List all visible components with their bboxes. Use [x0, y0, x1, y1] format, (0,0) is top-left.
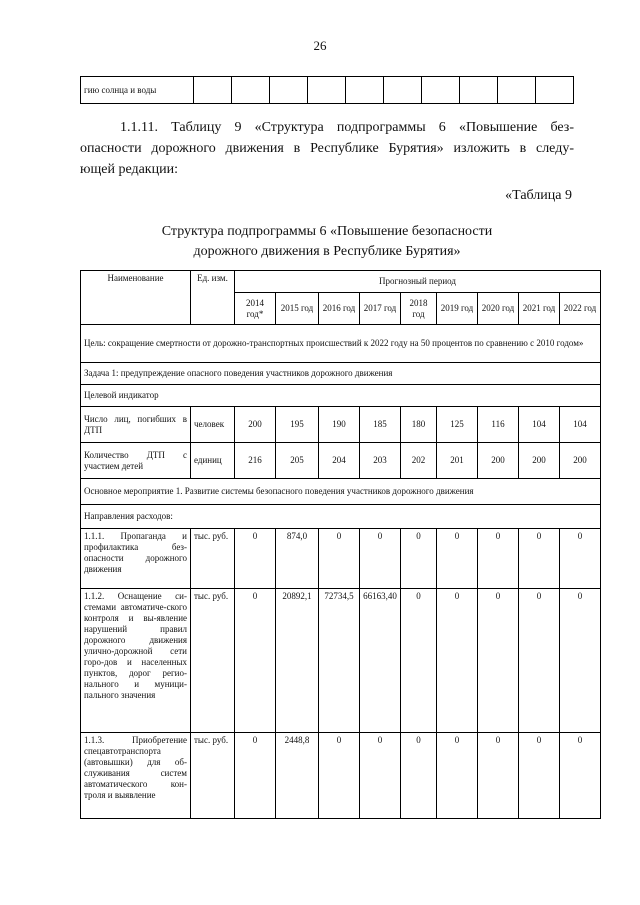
row-value: 874,0: [276, 529, 319, 589]
row-value: 0: [360, 733, 401, 819]
continuation-empty-cell: [384, 77, 422, 104]
row-value: 202: [401, 443, 437, 479]
row-unit: единиц: [191, 443, 235, 479]
row-value: 204: [319, 443, 360, 479]
row-value: 72734,5: [319, 589, 360, 733]
row-value: 0: [360, 529, 401, 589]
row-value: 0: [235, 733, 276, 819]
header-year: 2016 год: [319, 293, 360, 325]
row-value: 200: [235, 407, 276, 443]
amendment-paragraph: [80, 117, 574, 180]
row-value: 0: [478, 733, 519, 819]
header-year: 2017 год: [360, 293, 401, 325]
row-value: 66163,40: [360, 589, 401, 733]
row-value: 180: [401, 407, 437, 443]
continuation-first-cell: гию солнца и воды: [81, 77, 194, 104]
row-value: 0: [235, 589, 276, 733]
row-value: 195: [276, 407, 319, 443]
row-value: 190: [319, 407, 360, 443]
row-value: 20892,1: [276, 589, 319, 733]
continuation-empty-cell: [498, 77, 536, 104]
table-row: [81, 589, 601, 733]
row-value: 200: [560, 443, 601, 479]
row-unit: тыс. руб.: [191, 529, 235, 589]
task-cell-row: [81, 363, 601, 385]
header-year: 2020 год: [478, 293, 519, 325]
row-value: 200: [519, 443, 560, 479]
row-value: 116: [478, 407, 519, 443]
continuation-empty-cell: [346, 77, 384, 104]
header-year: 2019 год: [437, 293, 478, 325]
continuation-empty-cell: [232, 77, 270, 104]
table-row: [81, 443, 601, 479]
row-value: 0: [437, 529, 478, 589]
row-unit: тыс. руб.: [191, 733, 235, 819]
paragraph-line: 1.1.11. Таблицу 9 «Структура подпрограммы 6 «Повышение без-: [120, 120, 574, 135]
table-reference: «Таблица 9: [505, 188, 572, 203]
row-value: 0: [519, 733, 560, 819]
header-year: 2022 год: [560, 293, 601, 325]
expenses-label-cell: Направления расходов:: [81, 505, 601, 529]
table-title: [80, 222, 574, 262]
goal-cell-row: [81, 325, 601, 363]
paragraph-line: ющей редакции:: [80, 162, 178, 177]
continuation-empty-cell: [194, 77, 232, 104]
row-name: 1.1.3. Приобретение спецавтотранспорта (автовышки) для об-служивания систем автоматического кон-троля и выявление: [81, 733, 191, 819]
row-value: 216: [235, 443, 276, 479]
row-value: 0: [519, 589, 560, 733]
header-name: Наименование: [81, 271, 191, 325]
continuation-empty-cell: [536, 77, 574, 104]
row-value: 0: [560, 529, 601, 589]
row-value: 0: [478, 529, 519, 589]
header-year: 2018 год: [401, 293, 437, 325]
row-value: 205: [276, 443, 319, 479]
page-number: 26: [313, 38, 327, 53]
continuation-table: [80, 76, 574, 104]
table-body: [81, 325, 601, 819]
header-year: 2014 год*: [235, 293, 276, 325]
table-row: [81, 733, 601, 819]
row-value: 185: [360, 407, 401, 443]
indicator-label-cell: Целевой индикатор: [81, 385, 601, 407]
row-value: 201: [437, 443, 478, 479]
header-year: 2021 год: [519, 293, 560, 325]
continuation-empty-cell: [460, 77, 498, 104]
row-value: 0: [401, 589, 437, 733]
row-value: 125: [437, 407, 478, 443]
row-value: 0: [560, 589, 601, 733]
row-name: Количество ДТП с участием детей: [81, 443, 191, 479]
header-forecast: Прогнозный период: [235, 271, 601, 293]
continuation-row: [81, 77, 574, 104]
main-event-cell-row: [81, 479, 601, 505]
row-name: 1.1.1. Пропаганда и профилактика без-опасности дорожного движения: [81, 529, 191, 589]
indicator-label-cell-row: [81, 385, 601, 407]
row-value: 0: [437, 733, 478, 819]
structure-table: [80, 270, 601, 819]
row-value: 0: [401, 529, 437, 589]
row-value: 104: [560, 407, 601, 443]
row-name: Число лиц, погибших в ДТП: [81, 407, 191, 443]
table-row: [81, 407, 601, 443]
row-name: 1.1.2. Оснащение си-стемами автоматиче-ского контроля и вы-явление нарушений правил дорожного движения улично-дорожной сети горо-дов и населенных пунктов, дорог регио-нального и муници-пального значения: [81, 589, 191, 733]
row-value: 0: [319, 529, 360, 589]
continuation-empty-cell: [270, 77, 308, 104]
expenses-label-cell-row: [81, 505, 601, 529]
row-value: 0: [437, 589, 478, 733]
row-value: 0: [401, 733, 437, 819]
row-value: 203: [360, 443, 401, 479]
row-value: 104: [519, 407, 560, 443]
main-event-cell: Основное мероприятие 1. Развитие системы безопасного поведения участников дорожного движения: [81, 479, 601, 505]
row-value: 200: [478, 443, 519, 479]
task-cell: Задача 1: предупреждение опасного поведения участников дорожного движения: [81, 363, 601, 385]
table-row: [81, 529, 601, 589]
continuation-empty-cell: [422, 77, 460, 104]
row-value: 0: [478, 589, 519, 733]
paragraph-line: опасности дорожного движения в Республике Бурятия» изложить в следу-: [80, 141, 574, 156]
row-value: 0: [319, 733, 360, 819]
continuation-empty-cell: [308, 77, 346, 104]
row-value: 2448,8: [276, 733, 319, 819]
goal-cell: Цель: сокращение смертности от дорожно-транспортных происшествий к 2022 году на 50 процентов по сравнению с 2010 годом»: [81, 325, 601, 363]
row-value: 0: [519, 529, 560, 589]
row-value: 0: [235, 529, 276, 589]
header-year: 2015 год: [276, 293, 319, 325]
table-title-line: дорожного движения в Республике Бурятия»: [193, 244, 461, 259]
table-title-line: Структура подпрограммы 6 «Повышение безопасности: [161, 224, 493, 239]
header-unit: Ед. изм.: [191, 271, 235, 325]
row-value: 0: [560, 733, 601, 819]
row-unit: тыс. руб.: [191, 589, 235, 733]
row-unit: человек: [191, 407, 235, 443]
